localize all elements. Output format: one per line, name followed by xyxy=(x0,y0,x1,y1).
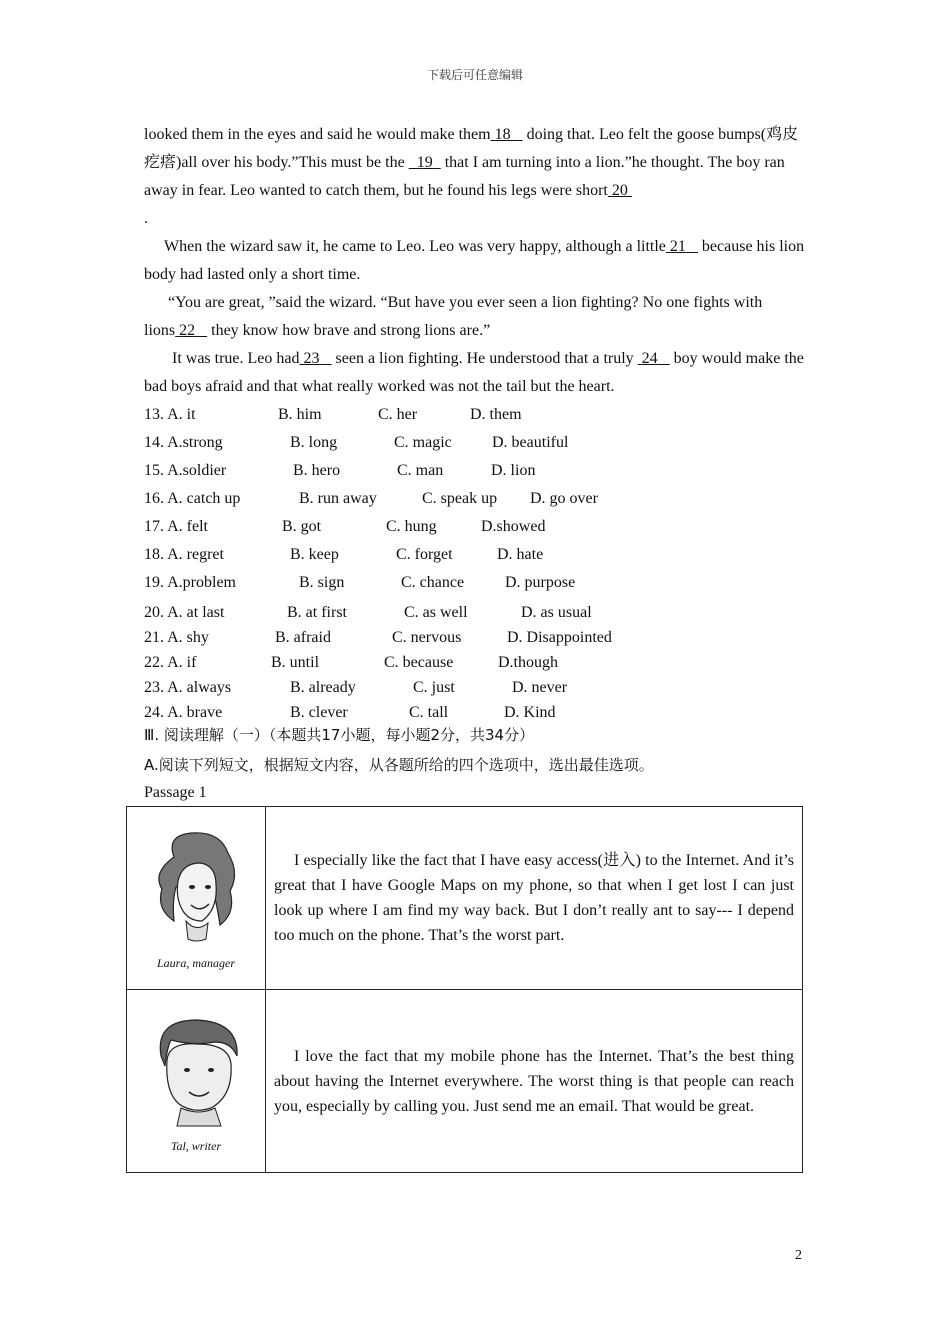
blank-19: 19 xyxy=(416,154,433,171)
passage-row-tal xyxy=(127,990,803,1173)
option-row: 21. A. shy B. afraid C. nervous D. Disappointed xyxy=(144,629,612,646)
passage-text: I love the fact that my mobile phone has the Internet. That’s the best thing about having the Internet everywhere. The worst thing is that people can reach you, especially by calling you. Just send me an email. That would be great. xyxy=(274,1047,794,1115)
option-row: 13. A. it B. him C. her D. them xyxy=(144,406,522,423)
blank-23: 23 xyxy=(303,350,320,367)
option-row: 16. A. catch up B. run away C. speak up D. go over xyxy=(144,490,598,507)
answer-options xyxy=(144,401,806,725)
story-paragraph-1: looked them in the eyes and said he would make them 18 doing that. Leo felt the goose bumps(鸡皮疙瘩)all over his body.”This must be the 19 that I am turning into a lion.”he thought. The boy ran away in fear. Leo wanted to catch them, but he found his legs were short 20 . xyxy=(144,126,799,227)
man-portrait-icon xyxy=(141,1012,251,1130)
option-row: 14. A.strong B. long C. magic D. beautiful xyxy=(144,434,569,451)
option-row: 19. A.problem B. sign C. chance D. purpose xyxy=(144,574,576,591)
section-instruction: A.阅读下列短文，根据短文内容，从各题所给的四个选项中，选出最佳选项。 xyxy=(144,756,654,774)
portrait-cell xyxy=(127,807,266,990)
document-body xyxy=(144,121,806,807)
page-header: 下载后可任意编辑 xyxy=(426,68,523,82)
story-paragraph-3: “You are great, ”said the wizard. “But have you ever seen a lion fighting? No one fights with lions 22 they know how brave and strong lions are.” xyxy=(144,294,763,339)
passage-text-cell xyxy=(266,990,803,1173)
option-row: 15. A.soldier B. hero C. man D. lion xyxy=(144,462,536,479)
option-row: 20. A. at last B. at first C. as well D. as usual xyxy=(144,604,592,621)
blank-22: 22 xyxy=(179,322,196,339)
passage-label: Passage 1 xyxy=(144,784,207,801)
page-number: 2 xyxy=(795,1248,802,1263)
blank-21: 21 xyxy=(669,238,686,255)
passage-table xyxy=(126,806,803,1173)
passage-text: I especially like the fact that I have easy access(进入) to the Internet. And it’s great that I have Google Maps on my phone, so that when I get lost I can just look up where I am find my way back. But I don’t really ant to say--- I depend too much on the phone. That’s the worst part. xyxy=(274,852,794,944)
option-row: 22. A. if B. until C. because D.though xyxy=(144,654,558,671)
section-heading: Ⅲ. 阅读理解（一）（本题共17小题，每小题2分，共34分） xyxy=(144,726,535,744)
passage-text-cell xyxy=(266,807,803,990)
story-paragraph-2: When the wizard saw it, he came to Leo. Leo was very happy, although a little 21 because his lion body had lasted only a short time. xyxy=(144,238,805,283)
woman-portrait-icon xyxy=(146,829,246,947)
option-row: 24. A. brave B. clever C. tall D. Kind xyxy=(144,704,556,721)
portrait-caption: Laura, manager xyxy=(156,955,235,970)
blank-24: 24 xyxy=(641,350,658,367)
blank-18: 18 xyxy=(494,126,511,143)
portrait-caption: Tal, writer xyxy=(170,1138,222,1153)
story-paragraph-4: It was true. Leo had 23 seen a lion fighting. He understood that a truly 24 boy would make the bad boys afraid and that what really worked was not the tail but the heart. xyxy=(144,350,804,395)
portrait-cell xyxy=(127,990,266,1173)
option-row: 18. A. regret B. keep C. forget D. hate xyxy=(144,546,544,563)
option-row: 17. A. felt B. got C. hung D.showed xyxy=(144,518,546,535)
option-row: 23. A. always B. already C. just D. never xyxy=(144,679,568,696)
blank-20: 20 xyxy=(611,182,628,199)
passage-row-laura xyxy=(127,807,803,990)
